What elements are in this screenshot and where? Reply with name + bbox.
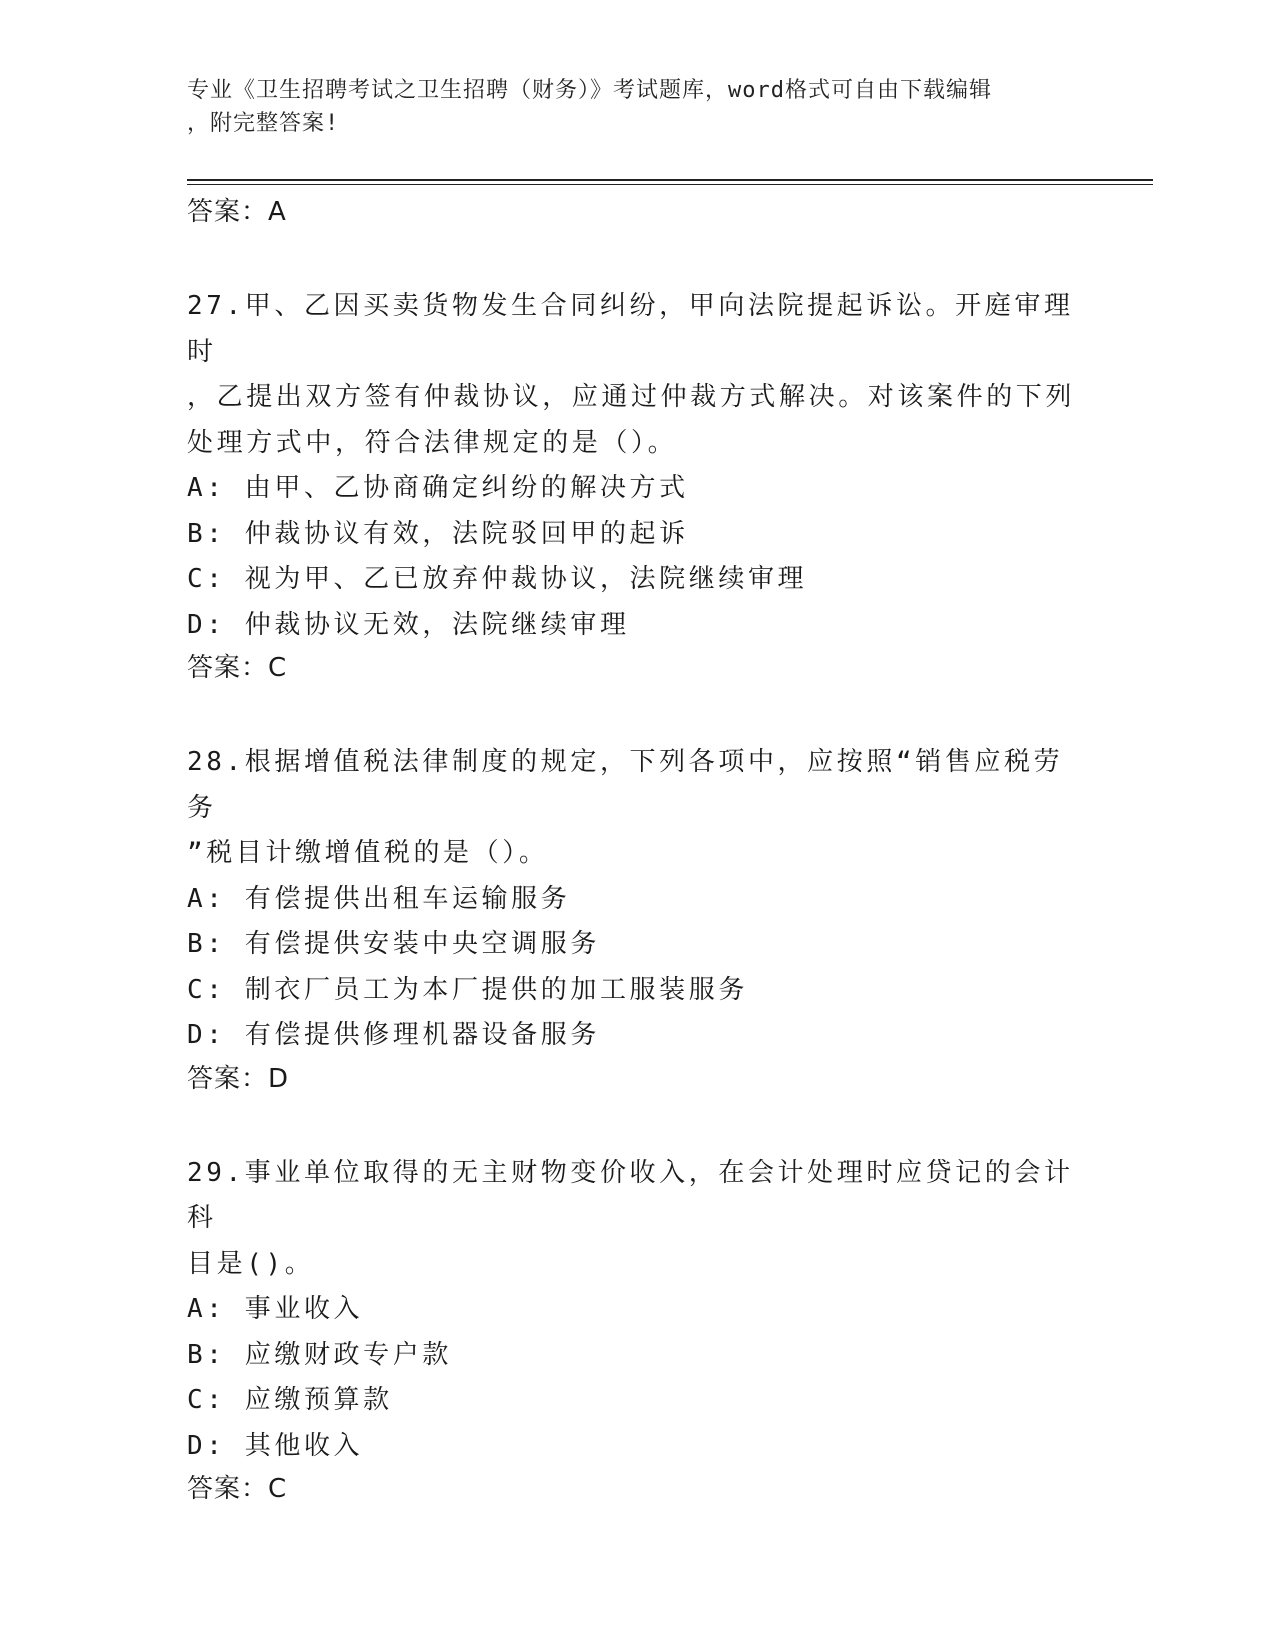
- option-d: D: 有偿提供修理机器设备服务: [187, 1020, 600, 1050]
- option-b: B: 仲裁协议有效，法院驳回甲的起诉: [187, 518, 689, 549]
- option-d: D: 仲裁协议无效，法院继续审理: [187, 609, 630, 640]
- question-list: [187, 192, 1087, 1509]
- question-stem: [187, 284, 1087, 466]
- option-b: B: 有偿提供安装中央空调服务: [187, 929, 600, 959]
- question-29: [187, 1151, 1087, 1510]
- option-c: C: 应缴预算款: [187, 1385, 393, 1415]
- question-stem-line: 28.根据增值税法律制度的规定，下列各项中，应按照“销售应税劳务: [187, 747, 1064, 823]
- header-line-1: 专业《卫生招聘考试之卫生招聘（财务）》考试题库，word格式可自由下载编辑: [187, 78, 992, 103]
- header-divider-thick: [187, 179, 1153, 181]
- question-27: [187, 284, 1087, 688]
- question-stem-line: 29.事业单位取得的无主财物变价收入，在会计处理时应贷记的会计科: [187, 1157, 1074, 1233]
- option-a: A: 有偿提供出租车运输服务: [187, 883, 571, 914]
- answer-line: 答案：C: [187, 653, 288, 683]
- question-stem: [187, 740, 1087, 877]
- question-stem-line: 处理方式中，符合法律规定的是（）。: [187, 427, 678, 458]
- question-stem: [187, 1151, 1087, 1288]
- header-line-2: ，附完整答案!: [187, 111, 340, 136]
- previous-answer: 答案：A: [187, 197, 287, 227]
- answer-line: 答案：D: [187, 1063, 290, 1094]
- question-28: [187, 740, 1087, 1099]
- document-header: [187, 74, 1087, 140]
- option-a: A: 由甲、乙协商确定纠纷的解决方式: [187, 473, 689, 503]
- option-c: C: 制衣厂员工为本厂提供的加工服装服务: [187, 974, 748, 1005]
- option-a: A: 事业收入: [187, 1294, 364, 1324]
- question-stem-line: 27.甲、乙因买卖货物发生合同纠纷，甲向法院提起诉讼。开庭审理时: [187, 291, 1074, 367]
- question-stem-line: ”税目计缴增值税的是（）。: [187, 838, 549, 868]
- question-stem-line: ，乙提出双方签有仲裁协议，应通过仲裁方式解决。对该案件的下列: [187, 382, 1076, 412]
- answer-line: 答案：C: [187, 1474, 288, 1504]
- question-stem-line: 目是()。: [187, 1248, 315, 1279]
- option-b: B: 应缴财政专户款: [187, 1339, 452, 1370]
- header-divider-thin: [187, 184, 1153, 185]
- option-d: D: 其他收入: [187, 1430, 364, 1461]
- option-c: C: 视为甲、乙已放弃仲裁协议，法院继续审理: [187, 564, 808, 594]
